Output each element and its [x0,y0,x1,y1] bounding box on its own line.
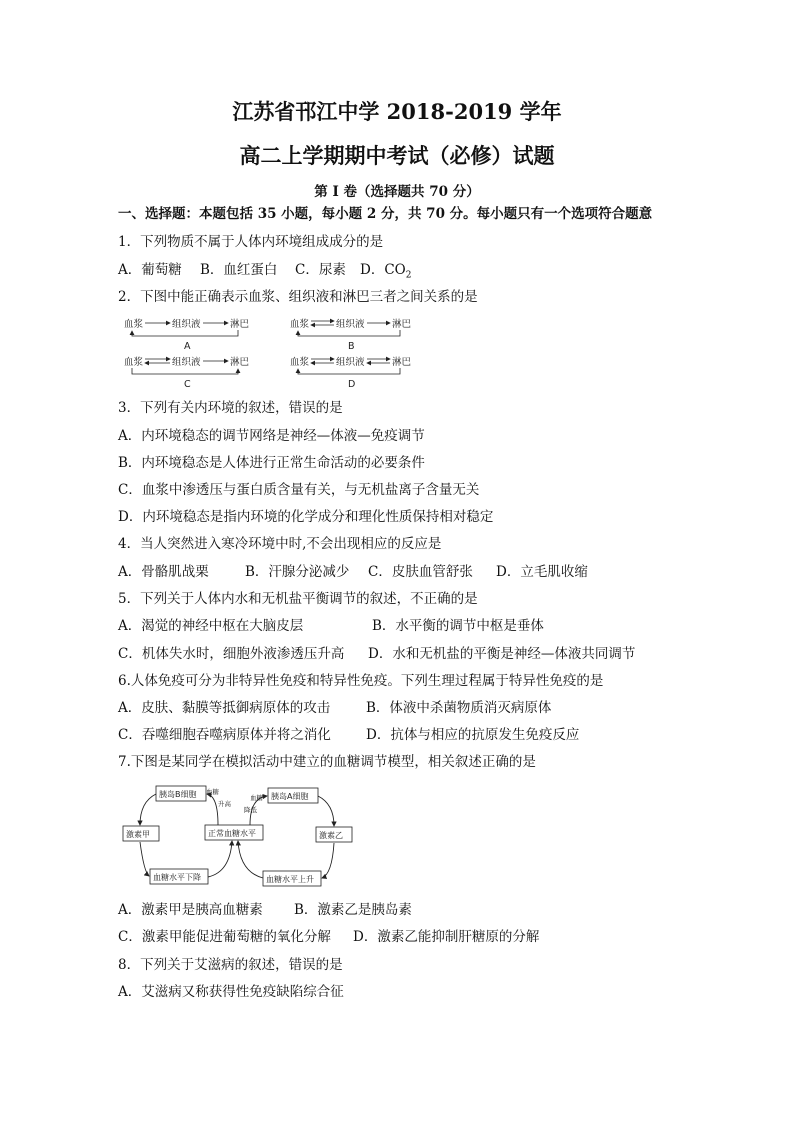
q6-stem: 6.人体免疫可分为非特异性免疫和特异性免疫。下列生理过程属于特异性免疫的是 [118,673,604,689]
q8-option-a: A．艾滋病又称获得性免疫缺陷综合征 [118,984,344,1000]
q3-stem: 3．下列有关内环境的叙述，错误的是 [118,400,343,416]
q2d-lymph: 淋巴 [392,357,412,368]
q2b-plasma: 血浆 [290,319,310,330]
q8-stem: 8．下列关于艾滋病的叙述，错误的是 [118,957,343,973]
q5-option-d: D．水和无机盐的平衡是神经—体液共同调节 [368,646,636,662]
q7-option-d: D．激素乙能抑制肝糖原的分解 [353,929,540,945]
q7-box-hormone-b: 激素乙 [319,831,343,840]
q6-option-d: D．抗体与相应的抗原发生免疫反应 [366,727,580,743]
q2-label-a: A [184,341,191,352]
q7-box-beta-cell: 胰岛B细胞 [159,790,197,799]
q7-arrow-label-left-1: 血糖 [206,788,219,796]
q7-box-glucose-low: 血糖水平下降 [153,873,201,882]
q2d-plasma: 血浆 [290,357,310,368]
q2b-lymph: 淋巴 [392,319,412,330]
q7-diagram [118,782,378,890]
q7-box-hormone-a: 激素甲 [126,830,150,839]
q2c-plasma: 血浆 [124,357,144,368]
q5-options-row1 [118,617,718,635]
q2c-lymph: 淋巴 [230,357,250,368]
q7-box-normal-glucose: 正常血糖水平 [208,829,256,838]
q2-diagram [118,312,428,394]
q4-option-c: C．皮肤血管舒张 [368,564,473,580]
q2a-lymph: 淋巴 [230,319,250,330]
q6-option-b: B．体液中杀菌物质消灭病原体 [366,700,552,716]
q5-stem: 5．下列关于人体内水和无机盐平衡调节的叙述，不正确的是 [118,591,478,607]
q5-option-a: A．渴觉的神经中枢在大脑皮层 [118,618,304,634]
q7-box-alpha-cell: 胰岛A细胞 [271,792,309,801]
q2-label-b: B [348,341,355,352]
q1-option-b: B．血红蛋白 [200,262,278,278]
q4-option-a: A．骨骼肌战栗 [118,564,209,580]
q7-options-row1 [118,901,718,919]
q4-option-d: D．立毛肌收缩 [496,564,588,580]
q2a-plasma: 血浆 [124,319,144,330]
q6-option-a: A．皮肤、黏膜等抵御病原体的攻击 [118,700,331,716]
q3-option-c: C．血浆中渗透压与蛋白质含量有关，与无机盐离子含量无关 [118,482,480,498]
q6-option-c: C．吞噬细胞吞噬病原体并将之消化 [118,727,331,743]
q7-arrow-label-right-2: 降低 [244,806,257,814]
q3-option-b: B．内环境稳态是人体进行正常生命活动的必要条件 [118,455,425,471]
instructions: 一、选择题：本题包括 35 小题，每小题 2 分，共 70 分。每小题只有一个选项符合题意 [118,206,653,222]
exam-title: 高二上学期期中考试（必修）试题 [239,143,555,168]
q5-option-c: C．机体失水时，细胞外液渗透压升高 [118,646,345,662]
q1-option-d: D．$CO_2$ [360,262,412,281]
school-title: 江苏省邗江中学 2018-2019 学年 [232,99,562,124]
q4-options [118,563,718,581]
q2-stem: 2．下图中能正确表示血浆、组织液和淋巴三者之间关系的是 [118,289,478,305]
q5-option-b: B．水平衡的调节中枢是垂体 [372,618,544,634]
q7-stem: 7.下图是某同学在模拟活动中建立的血糖调节模型，相关叙述正确的是 [118,754,536,770]
q7-options-row2 [118,928,718,946]
q2b-tissue: 组织液 [336,319,365,330]
q7-arrow-label-left-2: 升高 [218,800,231,808]
section-heading: 第 I 卷（选择题共 70 分） [314,184,480,200]
q3-option-a: A．内环境稳态的调节网络是神经—体液—免疫调节 [118,428,425,444]
q2a-tissue: 组织液 [172,319,201,330]
q2c-tissue: 组织液 [172,357,201,368]
q1-stem: 1．下列物质不属于人体内环境组成成分的是 [118,234,384,250]
q3-option-d: D．内环境稳态是指内环境的化学成分和理化性质保持相对稳定 [118,509,494,525]
q7-option-c: C．激素甲能促进葡萄糖的氧化分解 [118,929,331,945]
q4-stem: 4．当人突然进入寒冷环境中时,不会出现相应的反应是 [118,536,442,552]
q7-option-b: B．激素乙是胰岛素 [294,902,412,918]
q7-arrow-label-right-1: 血糖 [250,794,263,802]
q6-options-row1 [118,699,718,717]
q7-option-a: A．激素甲是胰高血糖素 [118,902,263,918]
q1-option-a: A．葡萄糖 [118,262,182,278]
q2-label-d: D [348,379,356,390]
q2d-tissue: 组织液 [336,357,365,368]
q7-box-glucose-high: 血糖水平上升 [266,875,314,884]
q1-options [118,261,718,279]
q5-options-row2 [118,645,718,663]
q4-option-b: B．汗腺分泌减少 [245,564,350,580]
q1-option-c: C．尿素 [295,262,346,278]
q6-options-row2 [118,726,718,744]
q2-label-c: C [184,379,191,390]
